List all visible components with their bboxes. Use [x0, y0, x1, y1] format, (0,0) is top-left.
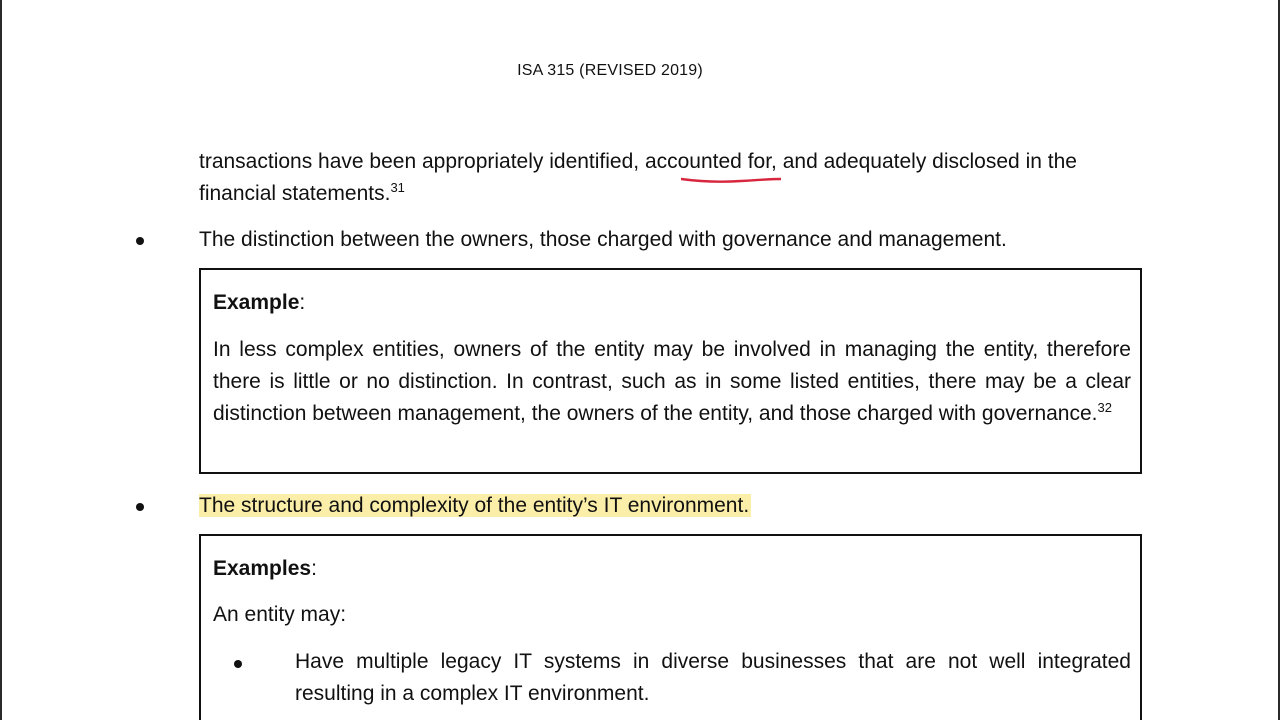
example-title: Example:	[213, 291, 306, 314]
highlighted-text: The structure and complexity of the entity’s IT environment.	[199, 494, 750, 517]
continued-paragraph	[199, 146, 1149, 210]
bullet-ownership-distinction: The distinction between the owners, those charged with governance and management.	[199, 228, 1007, 251]
inner-bullet-marker	[234, 660, 242, 668]
red-pen-underline	[681, 174, 781, 184]
underlined-phrase	[645, 146, 1020, 178]
bullet-marker	[136, 503, 146, 513]
example-box	[199, 268, 1142, 474]
underlined-text: accounted for, and adequately disclosed	[644, 150, 1020, 173]
page-edge-left	[0, 0, 2, 720]
bullet-marker	[136, 237, 146, 247]
paragraph-text-after: in the	[1019, 150, 1077, 173]
footnote-ref-31: 31	[390, 180, 405, 195]
paragraph-text-before: transactions have been appropriately identified,	[199, 150, 645, 173]
bullet-it-environment	[199, 490, 751, 522]
examples-title: Examples:	[213, 557, 317, 580]
examples-intro: An entity may:	[213, 603, 347, 626]
examples-box	[199, 534, 1142, 720]
page-header: ISA 315 (REVISED 2019)	[517, 62, 703, 79]
paragraph-line-2: financial statements.	[199, 182, 391, 205]
examples-item: Have multiple legacy IT systems in diverse businesses that are not well integrated resulting in a complex IT environment.	[295, 650, 1131, 705]
example-body: In less complex entities, owners of the entity may be involved in managing the entity, therefore there is little or no distinction. In contrast, such as in some listed entities, there may be a clear distinction between management, the owners of the entity, and those charged with governance.$^{32}$	[213, 338, 1131, 425]
footnote-ref-32: 32	[1097, 400, 1112, 415]
